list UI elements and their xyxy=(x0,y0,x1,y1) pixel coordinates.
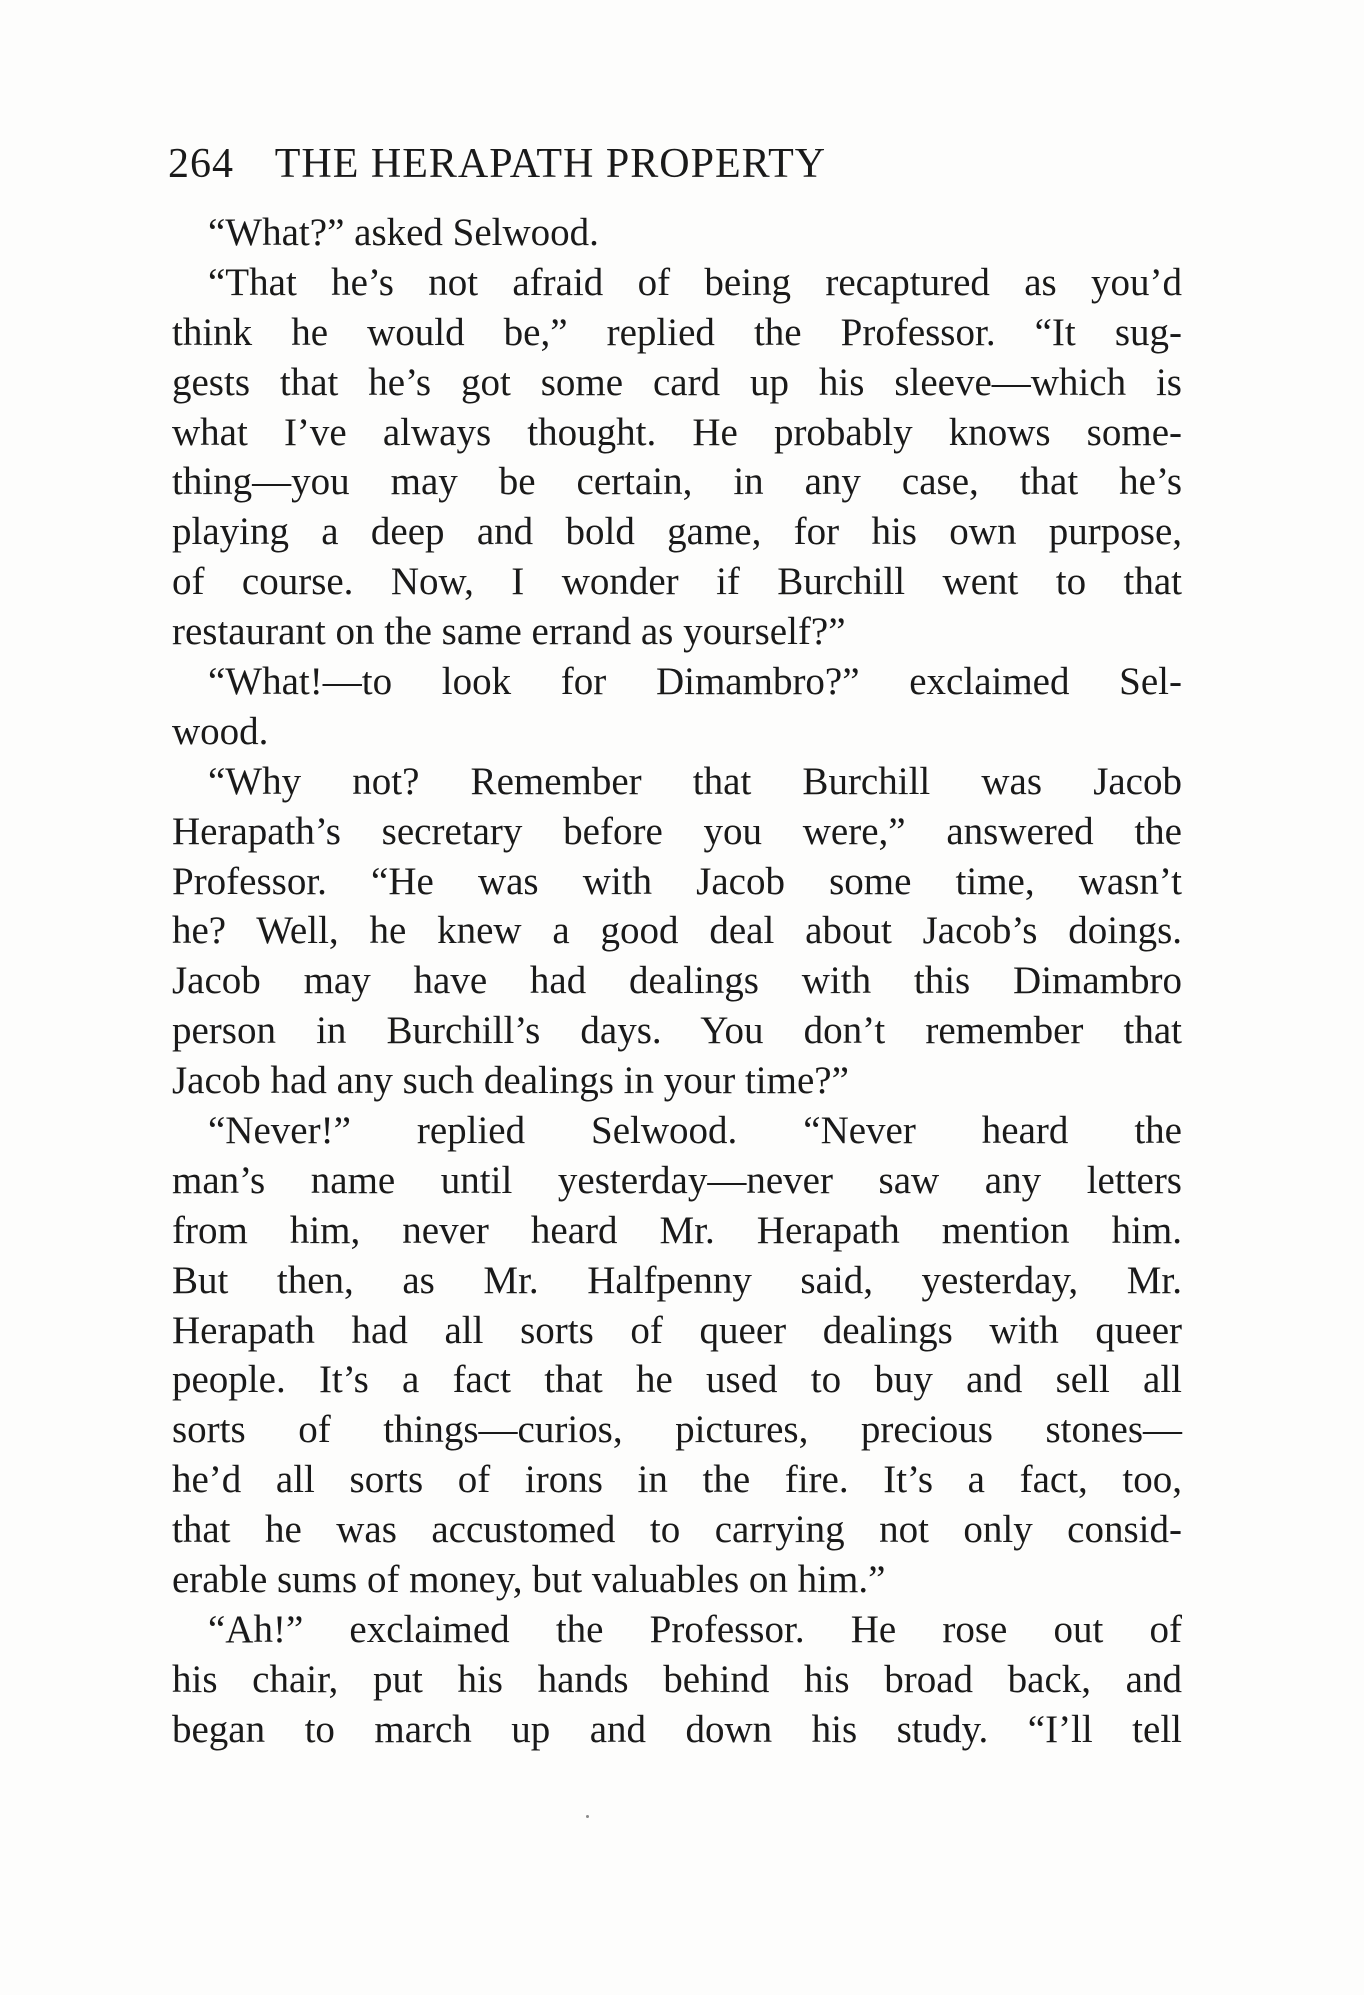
text-line: “What?” asked Selwood. xyxy=(208,211,599,254)
text-line: “Never!” replied Selwood. “Never heard the xyxy=(208,1109,1182,1153)
text-line: sorts of things—curios, pictures, precious stones— xyxy=(172,1408,1182,1452)
text-line: Herapath had all sorts of queer dealings with queer xyxy=(172,1308,1182,1352)
page-header xyxy=(168,140,1198,200)
text-line: Jacob had any such dealings in your time?” xyxy=(172,1059,849,1103)
text-line: “Ah!” exclaimed the Professor. He rose out of xyxy=(208,1607,1182,1651)
text-line: from him, never heard Mr. Herapath mention him. xyxy=(172,1208,1182,1252)
text-line: Professor. “He was with Jacob some time, wasn’t xyxy=(172,859,1182,903)
text-line: Jacob may have had dealings with this Dimambro xyxy=(172,959,1182,1003)
text-line: “That he’s not afraid of being recaptured as you’d xyxy=(208,260,1182,304)
text-line: wood. xyxy=(172,709,269,753)
text-line: think he would be,” replied the Professor. “It sug- xyxy=(172,310,1182,354)
text-line: playing a deep and bold game, for his own purpose, xyxy=(172,510,1182,554)
text-line: he? Well, he knew a good deal about Jacob’s doings. xyxy=(172,909,1182,953)
text-line: people. It’s a fact that he used to buy and sell all xyxy=(172,1358,1182,1402)
paper-speck xyxy=(586,1815,589,1818)
text-line: his chair, put his hands behind his broad back, and xyxy=(172,1657,1182,1701)
page-number: 264 xyxy=(168,141,234,187)
text-line: that he was accustomed to carrying not only consid- xyxy=(172,1508,1182,1552)
body-text xyxy=(172,208,1182,1755)
text-line: “Why not? Remember that Burchill was Jacob xyxy=(208,759,1182,803)
text-line: person in Burchill’s days. You don’t remember that xyxy=(172,1009,1182,1053)
text-line: But then, as Mr. Halfpenny said, yesterday, Mr. xyxy=(172,1258,1182,1302)
text-line: of course. Now, I wonder if Burchill went to that xyxy=(172,560,1182,604)
text-line: restaurant on the same errand as yourself?” xyxy=(172,610,846,654)
running-title: THE HERAPATH PROPERTY xyxy=(274,141,827,187)
text-line: he’d all sorts of irons in the fire. It’s a fact, too, xyxy=(172,1458,1182,1502)
text-line: Herapath’s secretary before you were,” answered the xyxy=(172,809,1182,853)
text-line: “What!—to look for Dimambro?” exclaimed Sel- xyxy=(208,660,1182,704)
text-line: thing—you may be certain, in any case, that he’s xyxy=(172,460,1182,504)
text-line: erable sums of money, but valuables on him.” xyxy=(172,1558,886,1602)
text-line: what I’ve always thought. He probably knows some- xyxy=(172,410,1182,454)
text-line: gests that he’s got some card up his sleeve—which is xyxy=(172,360,1182,404)
text-line: began to march up and down his study. “I’ll tell xyxy=(172,1707,1182,1751)
text-line: man’s name until yesterday—never saw any letters xyxy=(172,1158,1182,1202)
